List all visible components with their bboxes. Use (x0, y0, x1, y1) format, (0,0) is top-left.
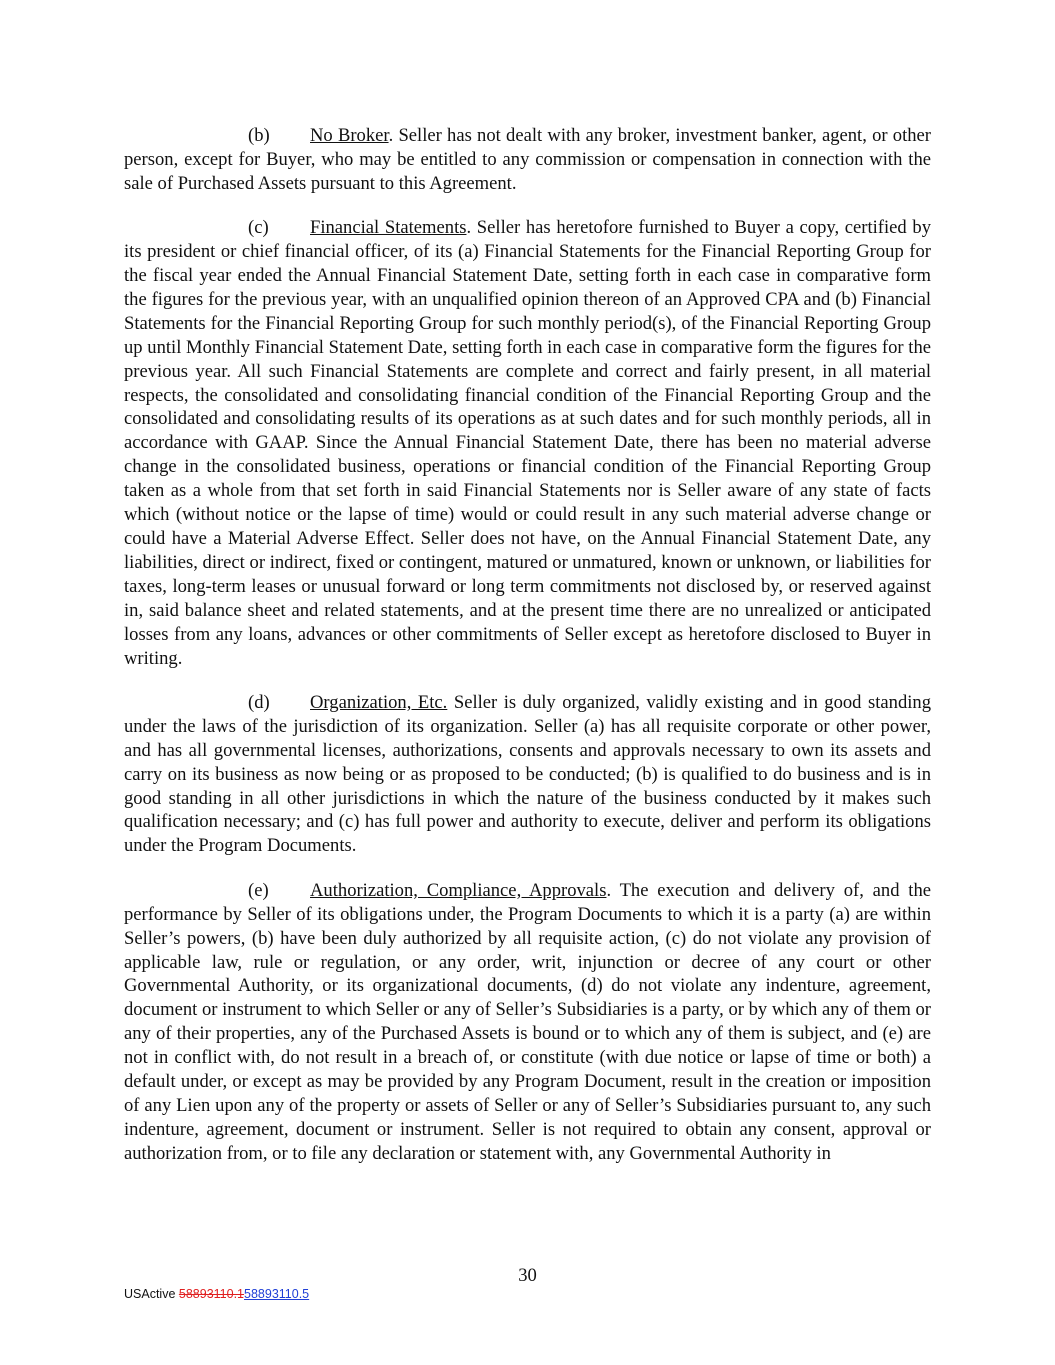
section-c (124, 216, 931, 670)
inserted-document-id: 58893110.5 (244, 1287, 310, 1301)
section-text: Seller is duly organized, validly existing and in good standing under the laws of the jurisdiction of its organization. Seller (a) has all requisite corporate or other power, and has all governmental licenses, authorizations, consents and approvals necessary to own its assets and carry on its business as now being or as proposed to be conducted; (b) is qualified to do business and is in good standing in all other jurisdictions in which the nature of the business conducted by it makes such qualification necessary; and (c) has full power and authority to execute, deliver and perform its obligations under the Program Documents. (124, 691, 932, 857)
section-b (124, 124, 931, 196)
section-text: Seller has heretofore furnished to Buyer a copy, certified by its president or chief financial officer, of its (a) Financial Statements for the Financial Reporting Group for the fiscal year ended the Annual Financial Statement Date, setting forth in each case in comparative form the figures for the previous year, with an unqualified opinion thereon of an Approved CPA and (b) Financial Statements for the Financial Reporting Group for such monthly period(s), of the Financial Reporting Group up until Monthly Financial Statement Date, setting forth in each case in comparative form the figures for the previous year. All such Financial Statements are complete and correct and fairly present, in all material respects, the consolidated and consolidating financial condition of the Financial Reporting Group and the consolidated and consolidating results of its operations as at such dates and for such monthly periods, all in accordance with GAAP. Since the Annual Financial Statement Date, there has been no material adverse change in the consolidated business, operations or financial condition of the Financial Reporting Group taken as a whole from that set forth in said Financial Statements nor is Seller aware of any state of facts which (without notice or the lapse of time) would or could result in any such material adverse change or could have a Material Adverse Effect. Seller does not have, on the Annual Financial Statement Date, any liabilities, direct or indirect, fixed or contingent, matured or unmatured, known or unknown, or liabilities for taxes, long-term leases or unusual forward or long term commitments not disclosed by, or reserved against in, said balance sheet and related statements, and at the present time there are no unrealized or anticipated losses from any loans, advances or other commitments of Seller except as heretofore disclosed to Buyer in writing. (124, 217, 931, 669)
section-heading: Authorization, Compliance, Approvals (310, 879, 607, 901)
section-heading: Financial Statements (310, 217, 467, 239)
heading-punctuation: . (466, 217, 472, 239)
section-number: (b) (248, 125, 270, 146)
document-id-footer (124, 1287, 309, 1301)
section-text: Seller has not dealt with any broker, investment banker, agent, or other person, except for Buyer, who may be entitled to any commission or compensation in connection with the sale of Purchased Assets pursuant to this Agreement. (124, 125, 931, 194)
document-body (124, 124, 931, 1186)
section-heading: Organization, Etc. (310, 691, 448, 713)
section-number: (d) (248, 691, 270, 713)
section-text: The execution and delivery of, and the performance by Seller of its obligations under, the Program Documents to which it is a party (a) are within Seller’s powers, (b) have been duly authorized by all requisite action, (c) do not violate any provision of applicable law, rule or regulation, or any order, writ, injunction or decree of any court or other Governmental Authority, or its organizational documents, (d) do not violate any indenture, agreement, document or instrument to which Seller or any of Seller’s Subsidiaries is a party, or by which any of them or any of their properties, any of the Purchased Assets is bound or to which any of them is subject, and (e) are not in conflict with, do not result in a breach of, or constitute (with due notice or lapse of time or both) a default under, or except as may be provided by any Program Document, result in the creation or imposition of any Lien upon any of the property or assets of Seller or any of Seller’s Subsidiaries pursuant to, any such indenture, agreement, document or instrument. Seller is not required to obtain any consent, approval or authorization from, or to file any declaration or statement with, any Governmental Authority in (124, 879, 931, 1164)
page-number: 30 (518, 1265, 537, 1286)
section-e (124, 879, 931, 1166)
heading-punctuation: . (606, 879, 612, 901)
section-heading: No Broker (310, 125, 389, 146)
document-id-prefix: USActive (124, 1287, 179, 1301)
deleted-document-id: 58893110.1 (178, 1287, 245, 1301)
section-d (124, 691, 931, 858)
section-number: (e) (248, 879, 269, 901)
section-number: (c) (248, 217, 269, 239)
heading-punctuation: . (388, 125, 394, 146)
